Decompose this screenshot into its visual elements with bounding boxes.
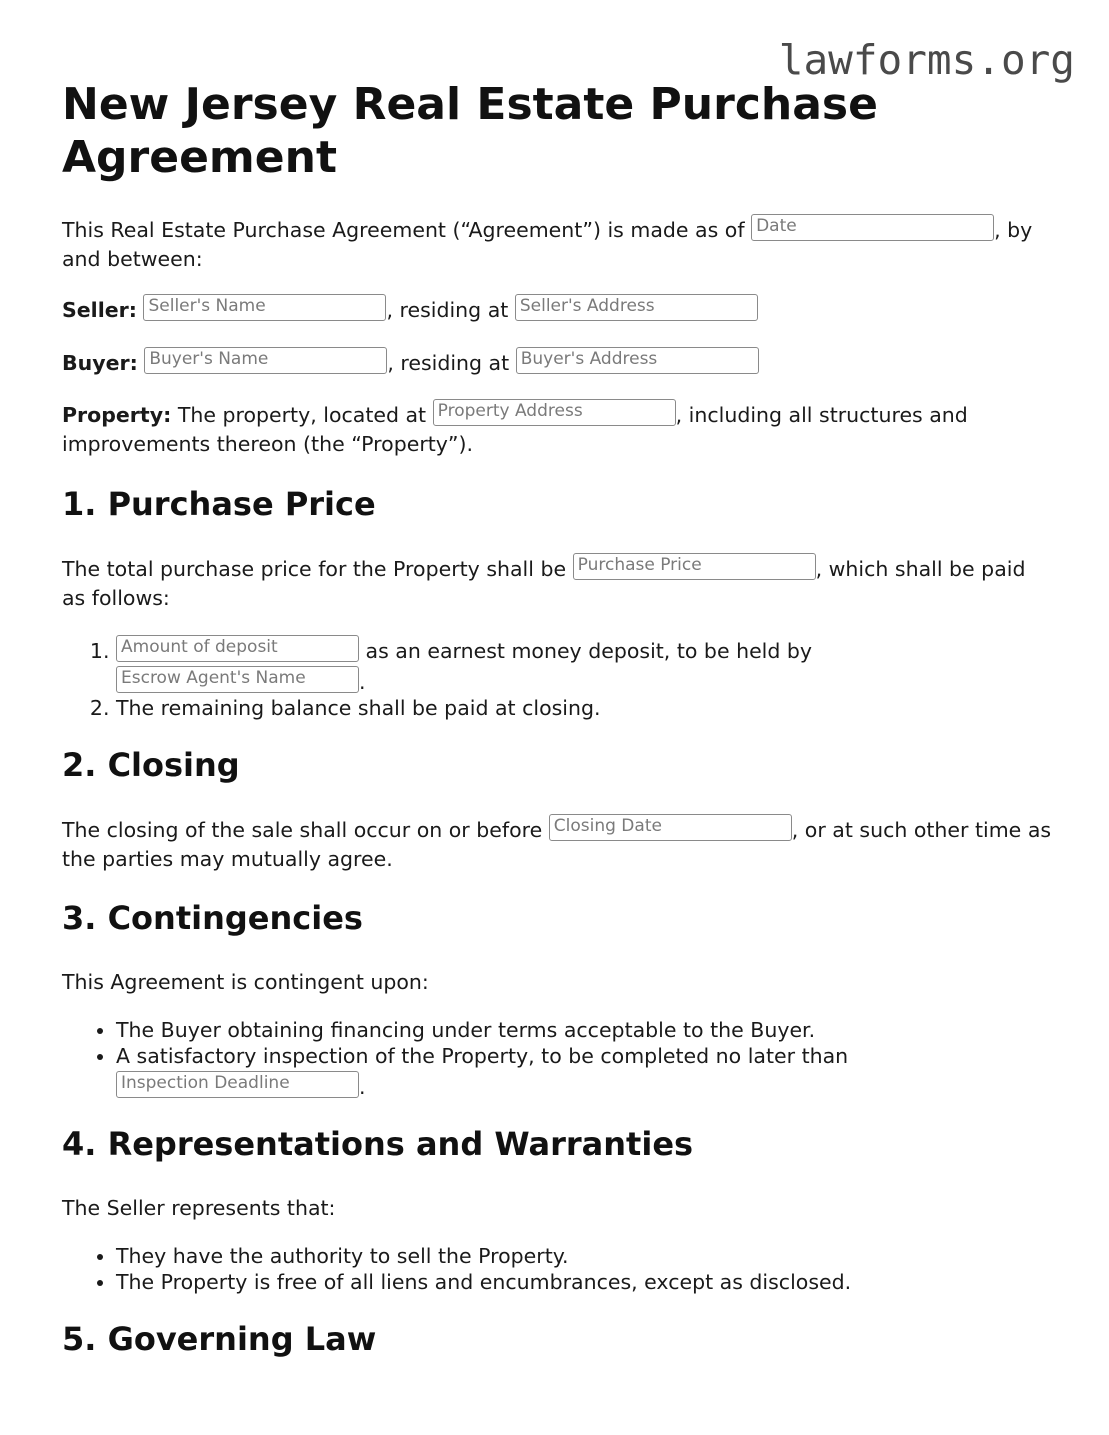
list-item: • They have the authority to sell the Property. (116, 1243, 1052, 1269)
list-item (116, 1043, 1052, 1100)
property-address-field[interactable]: Property Address (433, 399, 676, 426)
intro-paragraph (62, 214, 1052, 274)
inspection-text-end: . (359, 1075, 366, 1099)
watermark-logo: lawforms.org (778, 36, 1075, 84)
list-item: 2. The remaining balance shall be paid at closing. (116, 695, 1052, 721)
seller-line (62, 294, 1052, 325)
seller-label: Seller: (62, 298, 137, 322)
list-item: • The Property is free of all liens and encumbrances, except as disclosed. (116, 1269, 1052, 1295)
property-label: Property: (62, 403, 172, 427)
escrow-agent-field[interactable]: Escrow Agent's Name (116, 666, 359, 693)
buyer-name-field[interactable]: Buyer's Name (144, 347, 387, 374)
closing-text: The closing of the sale shall occur on or before (62, 818, 543, 842)
purchase-price-paragraph (62, 553, 1052, 613)
list-item: • The Buyer obtaining financing under terms acceptable to the Buyer. (116, 1017, 1052, 1043)
closing-date-field[interactable]: Closing Date (549, 814, 792, 841)
purchase-price-text: The total purchase price for the Property shall be (62, 557, 567, 581)
closing-paragraph (62, 814, 1052, 874)
seller-residing-text: , residing at (386, 298, 509, 322)
deposit-amount-field[interactable]: Amount of deposit (116, 635, 359, 662)
seller-address-field[interactable]: Seller's Address (515, 294, 758, 321)
section-heading-representations: 4. Representations and Warranties (62, 1125, 694, 1163)
inspection-text: A satisfactory inspection of the Property, to be completed no later than (116, 1044, 849, 1068)
buyer-line (62, 347, 1052, 378)
buyer-label: Buyer: (62, 351, 138, 375)
intro-text-end: , by and between: (62, 218, 1033, 271)
inspection-deadline-field[interactable]: Inspection Deadline (116, 1071, 359, 1098)
deposit-text-end: . (359, 670, 366, 694)
purchase-price-field[interactable]: Purchase Price (573, 553, 816, 580)
payment-list (62, 633, 1052, 721)
section-heading-closing: 2. Closing (62, 746, 240, 784)
contingencies-list (62, 1017, 1052, 1100)
section-heading-governing-law: 5. Governing Law (62, 1320, 377, 1358)
purchase-price-text-end: , which shall be paid as follows: (62, 557, 1026, 610)
contingencies-intro: This Agreement is contingent upon: (62, 970, 429, 994)
property-text-end: , including all structures and improvements thereon (the “Property”). (62, 403, 968, 456)
section-heading-purchase-price: 1. Purchase Price (62, 485, 376, 523)
date-field[interactable]: Date (751, 214, 994, 241)
intro-text: This Real Estate Purchase Agreement (“Agreement”) is made as of (62, 218, 745, 242)
section-heading-contingencies: 3. Contingencies (62, 899, 363, 937)
list-item (116, 633, 1052, 695)
representations-intro: The Seller represents that: (62, 1196, 336, 1220)
document-body (62, 78, 1052, 1359)
buyer-residing-text: , residing at (387, 351, 510, 375)
property-text: The property, located at (177, 403, 427, 427)
buyer-address-field[interactable]: Buyer's Address (516, 347, 759, 374)
deposit-text: as an earnest money deposit, to be held by (365, 639, 813, 663)
closing-text-end: , or at such other time as the parties may mutually agree. (62, 818, 1052, 871)
seller-name-field[interactable]: Seller's Name (143, 294, 386, 321)
property-paragraph (62, 399, 1052, 459)
representations-list (62, 1243, 1052, 1295)
document-title: New Jersey Real Estate Purchase Agreement (62, 79, 878, 183)
